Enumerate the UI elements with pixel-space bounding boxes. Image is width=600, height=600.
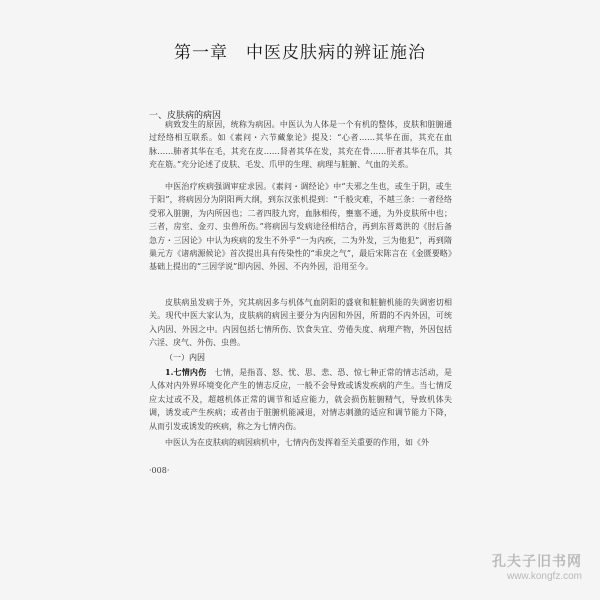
subsection-heading: （一）内因 xyxy=(165,353,205,362)
watermark-url: www.kongfz.com xyxy=(506,571,582,582)
last-paragraph: 中医认为在皮肤病的病因病机中，七情内伤发挥着至关重要的作用，如《外 xyxy=(165,438,429,447)
page-number: ·008· xyxy=(149,466,170,475)
chapter-number: 第一章 xyxy=(174,43,228,63)
item-1-paragraph xyxy=(149,366,452,433)
item-1-label: 1.七情内伤 xyxy=(165,367,207,377)
chapter-name: 中医皮肤病的辨证施治 xyxy=(246,43,426,63)
paragraph-3: 皮肤病虽发病于外，究其病因多与机体气血阴阳的盛衰和脏腑机能的失调密切相关。现代中医大家认为，皮肤病的病因主要分为内因和外因，所谓的不内外因，可统入内因、外因之中。内因包括七情所伤、饮食失宜、劳倦失度、病理产物，外因包括六淫、戾气、外伤、虫兽。 xyxy=(149,298,452,348)
paragraph-2: 中医治疗疾病强调审症求因。《素问・调经论》中“夫邪之生也，或生于阴，或生于阳”，将病因分为阴阳两大纲，到东汉张机提到：“千般灾难，不越三条：一者经络受邪入脏腑，为内所因也；二者四肢九窍，血脉相传，壅塞不通，为外皮肤所中也；三者，房室、金刃、虫兽所伤。”将病因与发病途径相结合，再到东晋葛洪的《肘后备急方・三因论》中认为疾病的发生不外乎“一为内疾，二为外发，三为他犯”，再到隋巢元方《诸病源候论》首次提出具有传染性的“乖戾之气”，最后宋陈言在《金匮要略》基础上提出的“三因学说”即内因、外因、不内外因，沿用至今。 xyxy=(149,182,452,272)
chapter-title xyxy=(0,38,600,63)
item-1-text: 七情，是指喜、怒、忧、思、悲、恐、惊七种正常的情志活动，是人体对内外界环境变化产生的情志反应，一般不会导致或诱发疾病的产生。当七情反应太过或不及，超越机体正常的调节和适应能力，就会损伤脏腑精气，导致机体失调，诱发或产生疾病；或者由于脏腑机能减退，对情志刺激的适应和调节能力下降，从而引发或诱发的疾病，称之为七情内伤。 xyxy=(149,368,452,431)
paragraph-1: 病致发生的原因，统称为病因。中医认为人体是一个有机的整体，皮肤和脏腑通过经络相互联系。如《素问・六节藏象论》提及：“心者……其华在面，其充在血脉……肺者其华在毛，其充在皮……肾者其华在发，其充在骨……肝者其华在爪，其充在筋。”充分论述了皮肤、毛发、爪甲的生理、病理与脏腑、气血的关系。 xyxy=(149,120,452,170)
watermark-logo: 孔夫子旧书网 xyxy=(492,554,582,570)
watermark xyxy=(492,551,582,582)
section-heading: 一、皮肤病的病因 xyxy=(149,111,222,121)
